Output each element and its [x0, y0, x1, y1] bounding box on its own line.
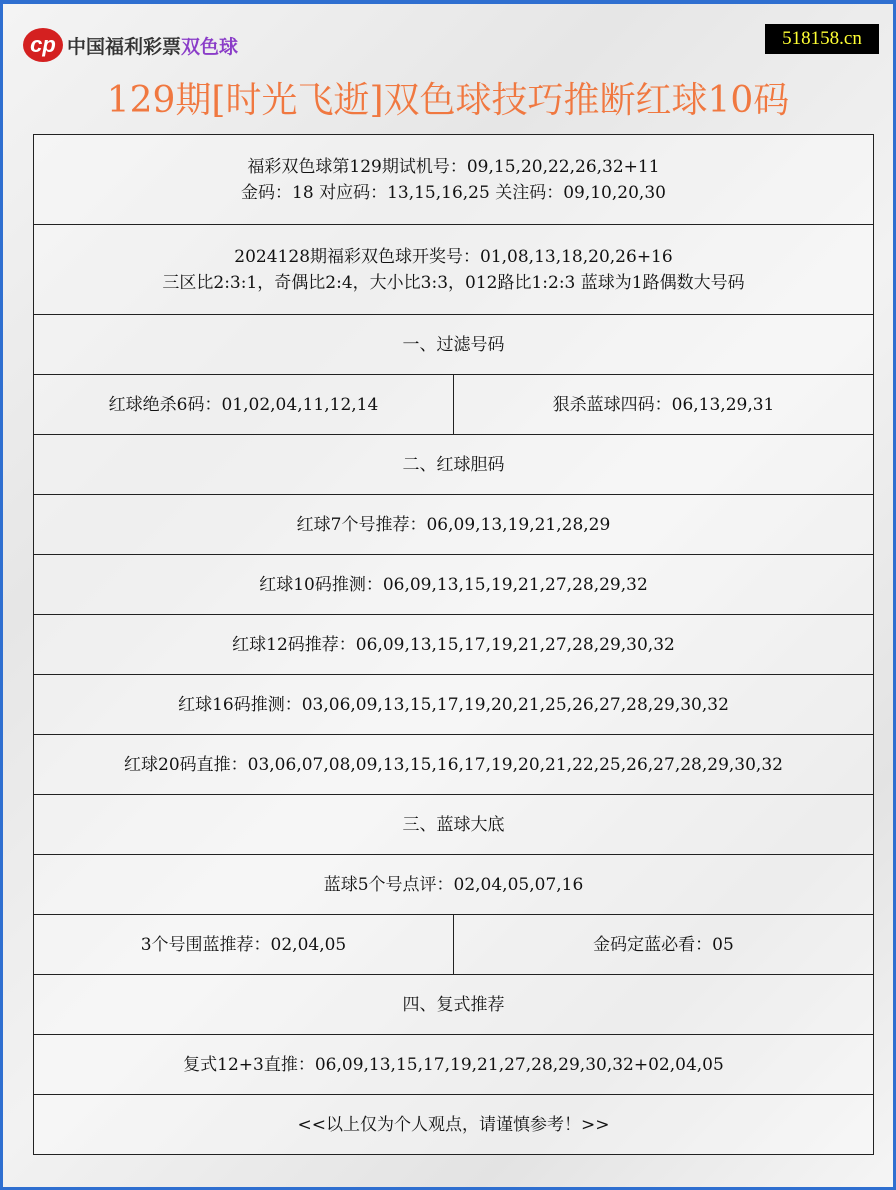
- section-heading: 二、红球胆码: [34, 435, 874, 495]
- red-7: 红球7个号推荐：06,09,13,19,21,28,29: [34, 495, 874, 555]
- section-heading: 一、过滤号码: [34, 315, 874, 375]
- disclaimer: <<以上仅为个人观点，请谨慎参考！>>: [34, 1095, 874, 1155]
- trial-numbers-cell: [34, 135, 874, 225]
- gold-codes: 金码：18 对应码：13,15,16,25 关注码：09,10,20,30: [241, 182, 666, 203]
- blue-1: 金码定蓝必看：05: [454, 915, 874, 975]
- draw-ratios: 三区比2:3:1，奇偶比2:4，大小比3:3，012路比1:2:3 蓝球为1路偶数大号码: [162, 272, 745, 293]
- page-title: 129期[时光飞逝]双色球技巧推断红球10码: [106, 80, 790, 121]
- site-badge: 518158.cn: [765, 24, 879, 54]
- section-heading: 三、蓝球大底: [34, 795, 874, 855]
- red-20: 红球20码直推：03,06,07,08,09,13,15,16,17,19,20,21,22,25,26,27,28,29,30,32: [34, 735, 874, 795]
- blue-5: 蓝球5个号点评：02,04,05,07,16: [34, 855, 874, 915]
- blue-3: 3个号围蓝推荐：02,04,05: [34, 915, 454, 975]
- compound-bet: 复式12+3直推：06,09,13,15,17,19,21,27,28,29,30,32+02,04,05: [34, 1035, 874, 1095]
- last-draw-cell: [34, 225, 874, 315]
- red-10: 红球10码推测：06,09,13,15,19,21,27,28,29,32: [34, 555, 874, 615]
- red-16: 红球16码推测：03,06,09,13,15,17,19,20,21,25,26,27,28,29,30,32: [34, 675, 874, 735]
- section-heading: 四、复式推荐: [34, 975, 874, 1035]
- lottery-logo: [23, 28, 238, 62]
- last-draw: 2024128期福彩双色球开奖号：01,08,13,18,20,26+16: [234, 246, 673, 267]
- prediction-table: [33, 134, 874, 1155]
- cwl-logo-icon: cp: [23, 28, 63, 62]
- logo-text: 中国福利彩票: [67, 35, 182, 58]
- kill-blue: 狠杀蓝球四码：06,13,29,31: [454, 375, 874, 435]
- red-12: 红球12码推荐：06,09,13,15,17,19,21,27,28,29,30,32: [34, 615, 874, 675]
- trial-numbers: 福彩双色球第129期试机号：09,15,20,22,26,32+11: [247, 156, 660, 177]
- logo-accent: 双色球: [181, 35, 239, 58]
- kill-red: 红球绝杀6码：01,02,04,11,12,14: [34, 375, 454, 435]
